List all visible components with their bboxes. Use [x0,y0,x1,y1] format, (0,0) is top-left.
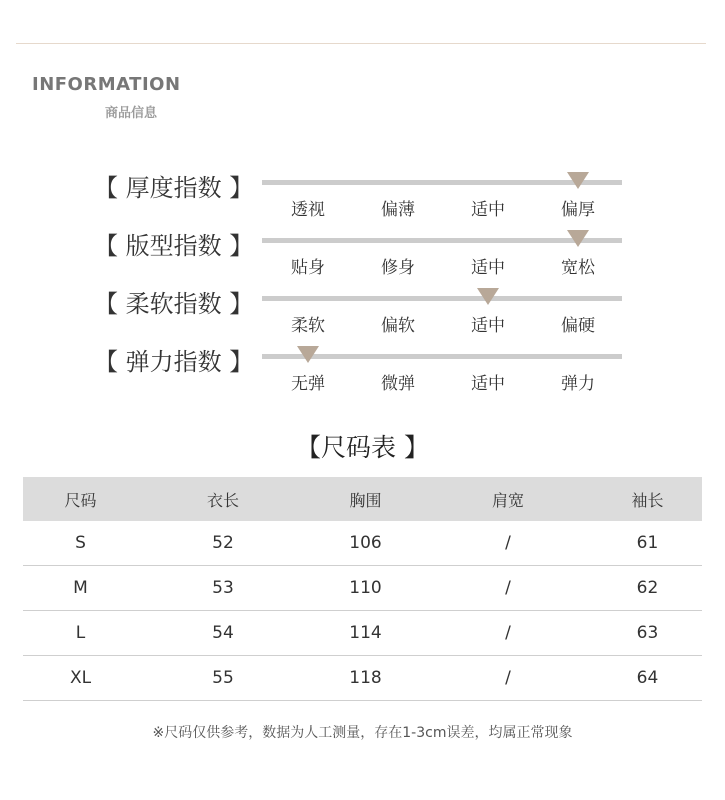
cell-size: S [23,521,138,566]
top-divider [16,43,706,44]
index-option: 适中 [471,316,505,336]
cell-shoulder: / [423,566,593,611]
size-chart-title: 【尺码表 】 [296,433,429,462]
table-row [23,521,702,566]
index-label: 【 弹力指数 】 [94,348,254,376]
index-label: 【 版型指数 】 [94,232,254,260]
cell-sleeve: 62 [593,566,702,611]
section-title-en: INFORMATION [32,74,181,95]
cell-chest: 110 [308,566,423,611]
header-sleeve: 袖长 [593,477,702,521]
index-marker-triangle [477,288,499,305]
table-row [23,611,702,656]
cell-sleeve: 64 [593,656,702,701]
index-option: 适中 [471,258,505,278]
softness-index-row [0,284,725,342]
index-option: 贴身 [291,258,325,278]
index-option: 适中 [471,374,505,394]
index-option: 修身 [381,258,415,278]
cell-sleeve: 61 [593,521,702,566]
index-marker-triangle [297,346,319,363]
index-option: 透视 [291,200,325,220]
table-row [23,566,702,611]
index-option: 宽松 [561,258,595,278]
cell-size: XL [23,656,138,701]
index-option: 弹力 [561,374,595,394]
index-option: 偏薄 [381,200,415,220]
cell-shoulder: / [423,521,593,566]
cell-length: 53 [138,566,308,611]
cell-length: 54 [138,611,308,656]
size-chart-table [23,477,702,701]
index-marker-triangle [567,172,589,189]
thickness-index-row [0,168,725,226]
index-option: 偏硬 [561,316,595,336]
index-scale-bar [262,296,622,301]
cell-size: M [23,566,138,611]
cell-sleeve: 63 [593,611,702,656]
header-length: 衣长 [138,477,308,521]
index-option: 偏厚 [561,200,595,220]
cell-chest: 114 [308,611,423,656]
header-chest: 胸围 [308,477,423,521]
cell-chest: 118 [308,656,423,701]
elasticity-index-row [0,342,725,400]
cell-shoulder: / [423,611,593,656]
header-shoulder: 肩宽 [423,477,593,521]
cell-size: L [23,611,138,656]
table-header-row [23,477,702,521]
header-size: 尺码 [23,477,138,521]
cell-length: 55 [138,656,308,701]
index-option: 适中 [471,200,505,220]
index-label: 【 厚度指数 】 [94,174,254,202]
index-option: 柔软 [291,316,325,336]
table-row [23,656,702,701]
index-marker-triangle [567,230,589,247]
index-option: 无弹 [291,374,325,394]
fit-index-row [0,226,725,284]
index-label: 【 柔软指数 】 [94,290,254,318]
index-option: 偏软 [381,316,415,336]
section-title-zh: 商品信息 [105,106,158,121]
cell-chest: 106 [308,521,423,566]
cell-shoulder: / [423,656,593,701]
size-disclaimer: ※尺码仅供参考，数据为人工测量，存在1-3cm误差，均属正常现象 [152,725,573,741]
index-option: 微弹 [381,374,415,394]
cell-length: 52 [138,521,308,566]
